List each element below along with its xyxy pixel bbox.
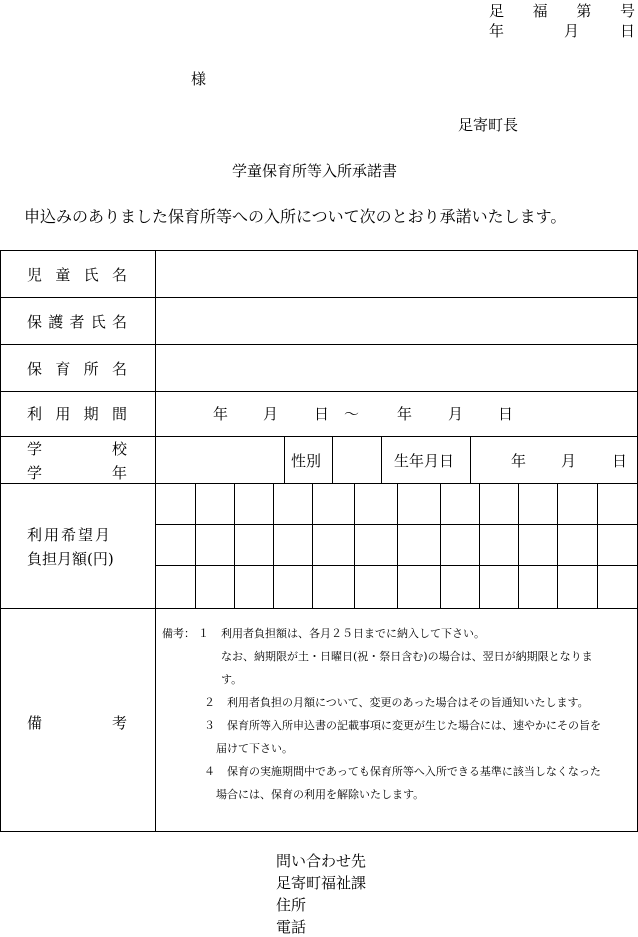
remark-1-num: １ bbox=[198, 627, 209, 640]
remark-1-line-2: なお、納期限が土・日曜日(祝・祭日含む)の場合は、翌日が納期限となりま bbox=[221, 650, 593, 663]
guardian-name-field[interactable] bbox=[157, 299, 636, 343]
remark-4-num: ４ bbox=[204, 765, 215, 778]
period-start-day: 日 bbox=[314, 405, 330, 423]
school-label: 学 校 bbox=[27, 440, 127, 458]
remark-1-line-1: 利用者負担額は、各月２５日までに納入して下さい。 bbox=[221, 627, 485, 640]
document-date bbox=[489, 20, 635, 40]
school-grade-field[interactable] bbox=[157, 438, 283, 482]
intro-text: 申込みのありました保育所等への入所について次のとおり承諾いたします。 bbox=[24, 207, 567, 226]
remark-3-num: ３ bbox=[204, 719, 215, 732]
gender-field[interactable] bbox=[334, 438, 380, 482]
period-label: 利 用 期 間 bbox=[27, 405, 127, 423]
remarks-prefix: 備考： bbox=[162, 627, 195, 640]
period-tilde: ～ bbox=[344, 405, 360, 423]
document-title: 学童保育所等入所承諾書 bbox=[232, 162, 398, 180]
remark-3-line-1: 保育所等入所申込書の記載事項に変更が生じた場合には、速やかにその旨を bbox=[227, 719, 601, 732]
remark-2-num: ２ bbox=[204, 696, 215, 709]
period-start-month: 月 bbox=[263, 405, 279, 423]
remark-1-line-3: す。 bbox=[221, 673, 243, 686]
contact-title: 問い合わせ先 bbox=[276, 852, 367, 870]
document-number bbox=[489, 0, 635, 21]
number-char-1: 足 bbox=[489, 2, 505, 20]
period-end-day: 日 bbox=[498, 405, 514, 423]
remark-2-line-1: 利用者負担の月額について、変更のあった場合はその旨通知いたします。 bbox=[227, 696, 589, 709]
fee-label-line2: 負担月額(円) bbox=[27, 550, 114, 568]
birth-year: 年 bbox=[511, 452, 527, 470]
number-char-3: 第 bbox=[576, 2, 592, 20]
number-char-4: 号 bbox=[619, 2, 635, 20]
recipient-suffix: 様 bbox=[191, 70, 207, 88]
remark-3-line-2: 届けて下さい。 bbox=[216, 742, 293, 755]
remark-4-line-2: 場合には、保育の利用を解除いたします。 bbox=[216, 788, 425, 801]
remark-4-line-1: 保育の実施期間中であっても保育所等へ入所できる基準に該当しなくなった bbox=[227, 765, 601, 778]
grade-label: 学 年 bbox=[27, 464, 127, 482]
date-day: 日 bbox=[620, 22, 636, 40]
birthdate-value[interactable] bbox=[472, 438, 636, 482]
gender-label: 性別 bbox=[291, 452, 322, 470]
period-end-month: 月 bbox=[448, 405, 464, 423]
number-char-2: 福 bbox=[532, 2, 548, 20]
date-month: 月 bbox=[564, 22, 580, 40]
birthdate-label: 生年月日 bbox=[394, 452, 455, 470]
period-end-year: 年 bbox=[397, 405, 413, 423]
contact-address-label: 住所 bbox=[276, 896, 307, 914]
fee-grid[interactable] bbox=[157, 485, 636, 607]
remarks-label: 備 考 bbox=[27, 714, 127, 732]
contact-phone-label: 電話 bbox=[276, 918, 307, 936]
contact-department: 足寄町福祉課 bbox=[276, 874, 367, 892]
birth-day: 日 bbox=[612, 452, 628, 470]
facility-label: 保 育 所 名 bbox=[27, 360, 127, 378]
sender: 足寄町長 bbox=[458, 116, 519, 134]
birth-month: 月 bbox=[561, 452, 577, 470]
child-name-field[interactable] bbox=[157, 252, 636, 296]
period-value[interactable] bbox=[157, 393, 636, 435]
period-start-year: 年 bbox=[213, 405, 229, 423]
fee-label-line1: 利用希望月 bbox=[27, 526, 113, 544]
facility-field[interactable] bbox=[157, 346, 636, 390]
guardian-name-label: 保 護 者 氏 名 bbox=[27, 313, 127, 331]
date-year: 年 bbox=[489, 22, 505, 40]
remarks-content bbox=[162, 618, 634, 828]
child-name-label: 児 童 氏 名 bbox=[27, 266, 127, 284]
